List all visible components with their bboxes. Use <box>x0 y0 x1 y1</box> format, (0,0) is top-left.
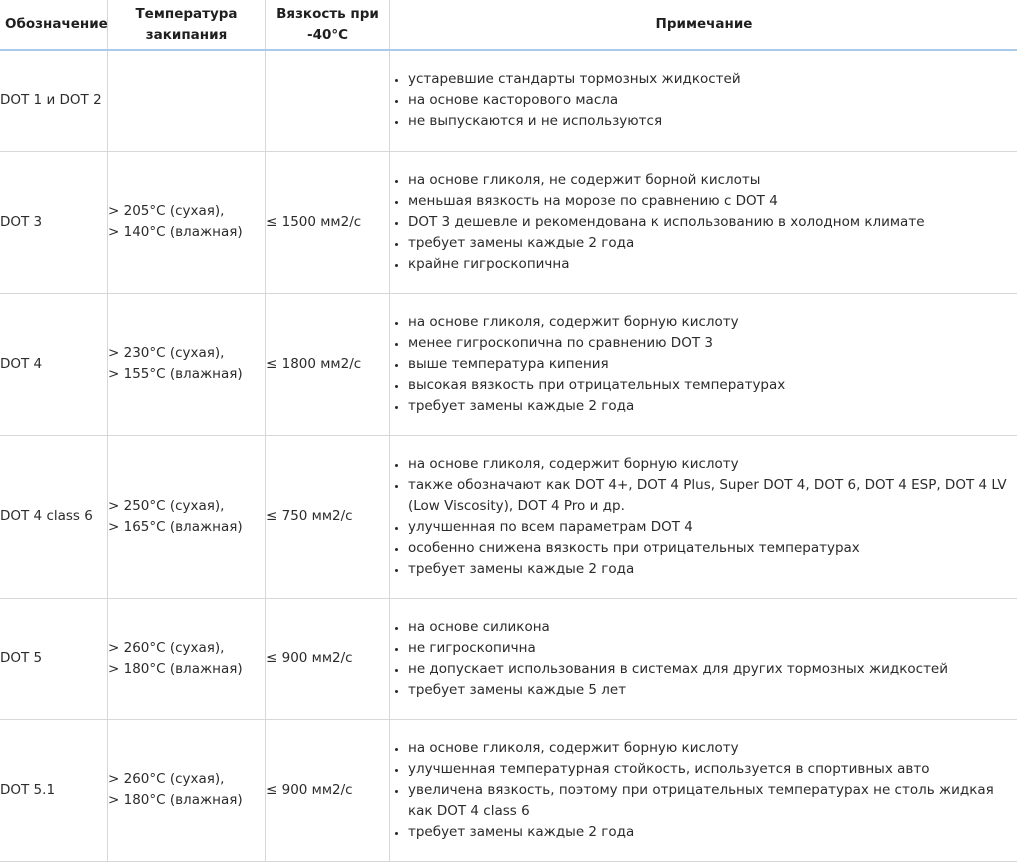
note-item: • улучшенная температурная стойкость, используется в спортивных авто <box>408 759 1017 780</box>
boiling-dry: > 205°C (сухая), <box>108 201 265 222</box>
header-designation: Обозначение <box>0 0 108 50</box>
note-item: • DOT 3 дешевле и рекомендована к использованию в холодном климате <box>408 212 1017 233</box>
note-item: • требует замены каждые 2 года <box>408 822 1017 843</box>
header-row <box>0 0 1017 50</box>
notes-list <box>390 738 1017 843</box>
notes-cell <box>390 50 1017 151</box>
table-row <box>0 293 1017 435</box>
note-item: • не выпускаются и не используются <box>408 111 1017 132</box>
viscosity-cell: ≤ 900 мм2/с <box>266 719 390 861</box>
boiling-wet: > 155°C (влажная) <box>108 364 265 385</box>
note-item: • не допускает использования в системах для других тормозных жидкостей <box>408 659 1017 680</box>
notes-list <box>390 617 1017 701</box>
note-item: • на основе гликоля, содержит борную кислоту <box>408 738 1017 759</box>
table-row <box>0 719 1017 861</box>
designation-cell: DOT 5 <box>0 598 108 719</box>
note-item: • устаревшие стандарты тормозных жидкостей <box>408 69 1017 90</box>
header-boiling-temp: Температура закипания <box>108 0 266 50</box>
boiling-dry: > 260°C (сухая), <box>108 769 265 790</box>
boiling-dry: > 260°C (сухая), <box>108 638 265 659</box>
viscosity-cell: ≤ 750 мм2/с <box>266 435 390 598</box>
boiling-wet: > 140°C (влажная) <box>108 222 265 243</box>
boiling-temp-cell <box>108 50 266 151</box>
table-row <box>0 151 1017 293</box>
table-body <box>0 50 1017 861</box>
viscosity-cell: ≤ 900 мм2/с <box>266 598 390 719</box>
note-item: • не гигроскопична <box>408 638 1017 659</box>
boiling-wet: > 165°C (влажная) <box>108 517 265 538</box>
note-item: • увеличена вязкость, поэтому при отрицательных температурах не столь жидкая как DOT 4 class 6 <box>408 780 1017 822</box>
notes-list <box>390 312 1017 417</box>
notes-cell <box>390 598 1017 719</box>
designation-cell: DOT 1 и DOT 2 <box>0 50 108 151</box>
note-item: • улучшенная по всем параметрам DOT 4 <box>408 517 1017 538</box>
note-item: • требует замены каждые 2 года <box>408 396 1017 417</box>
notes-list <box>390 69 1017 132</box>
boiling-dry: > 230°C (сухая), <box>108 343 265 364</box>
boiling-wet: > 180°C (влажная) <box>108 659 265 680</box>
notes-list <box>390 170 1017 275</box>
viscosity-cell <box>266 50 390 151</box>
designation-cell: DOT 4 class 6 <box>0 435 108 598</box>
notes-cell <box>390 435 1017 598</box>
note-item: • на основе силикона <box>408 617 1017 638</box>
notes-cell <box>390 151 1017 293</box>
note-item: • на основе касторового масла <box>408 90 1017 111</box>
header-notes: Примечание <box>390 0 1017 50</box>
table-header <box>0 0 1017 50</box>
designation-cell: DOT 5.1 <box>0 719 108 861</box>
note-item: • требует замены каждые 2 года <box>408 559 1017 580</box>
boiling-temp-cell <box>108 435 266 598</box>
designation-cell: DOT 4 <box>0 293 108 435</box>
note-item: • крайне гигроскопична <box>408 254 1017 275</box>
header-viscosity: Вязкость при -40°С <box>266 0 390 50</box>
designation-cell: DOT 3 <box>0 151 108 293</box>
note-item: • требует замены каждые 5 лет <box>408 680 1017 701</box>
boiling-temp-cell <box>108 719 266 861</box>
note-item: • на основе гликоля, не содержит борной кислоты <box>408 170 1017 191</box>
boiling-wet: > 180°C (влажная) <box>108 790 265 811</box>
boiling-temp-cell <box>108 293 266 435</box>
boiling-dry: > 250°C (сухая), <box>108 496 265 517</box>
table-row <box>0 435 1017 598</box>
notes-cell <box>390 293 1017 435</box>
note-item: • особенно снижена вязкость при отрицательных температурах <box>408 538 1017 559</box>
note-item: • требует замены каждые 2 года <box>408 233 1017 254</box>
note-item: • на основе гликоля, содержит борную кислоту <box>408 454 1017 475</box>
note-item: • менее гигроскопична по сравнению DOT 3 <box>408 333 1017 354</box>
viscosity-cell: ≤ 1800 мм2/с <box>266 293 390 435</box>
note-item: • высокая вязкость при отрицательных температурах <box>408 375 1017 396</box>
viscosity-cell: ≤ 1500 мм2/с <box>266 151 390 293</box>
boiling-temp-cell <box>108 151 266 293</box>
note-item: • меньшая вязкость на морозе по сравнению с DOT 4 <box>408 191 1017 212</box>
notes-list <box>390 454 1017 580</box>
table-row <box>0 50 1017 151</box>
note-item: • на основе гликоля, содержит борную кислоту <box>408 312 1017 333</box>
boiling-temp-cell <box>108 598 266 719</box>
note-item: • также обозначают как DOT 4+, DOT 4 Plus, Super DOT 4, DOT 6, DOT 4 ESP, DOT 4 LV (Low Viscosity), DOT 4 Pro и др. <box>408 475 1017 517</box>
note-item: • выше температура кипения <box>408 354 1017 375</box>
table-row <box>0 598 1017 719</box>
notes-cell <box>390 719 1017 861</box>
